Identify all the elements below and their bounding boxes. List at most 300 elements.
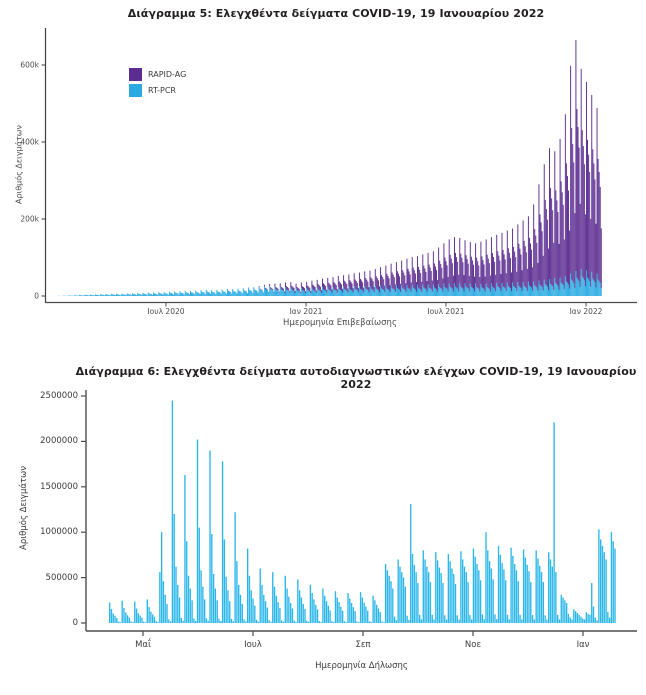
rt-pcr-bar xyxy=(130,294,131,296)
rapid-ag-bar xyxy=(466,255,467,286)
rapid-ag-bar xyxy=(514,252,515,288)
rt-pcr-bar xyxy=(515,288,516,296)
rapid-ag-bar xyxy=(592,149,593,278)
rt-pcr-bar xyxy=(538,281,539,296)
rt-pcr-bar xyxy=(261,290,262,296)
selftest-bar xyxy=(414,565,415,623)
rt-pcr-bar xyxy=(586,271,587,296)
rt-pcr-bar xyxy=(286,290,287,296)
rt-pcr-bar xyxy=(187,293,188,296)
selftest-bar xyxy=(595,618,596,623)
rt-pcr-bar xyxy=(553,290,554,296)
rt-pcr-bar xyxy=(514,287,515,296)
rapid-ag-bar xyxy=(484,265,485,290)
rt-pcr-bar xyxy=(323,290,324,296)
selftest-bar xyxy=(417,583,418,623)
rapid-ag-bar xyxy=(549,148,550,279)
rapid-ag-bar xyxy=(443,243,444,283)
rt-pcr-bar xyxy=(246,292,247,296)
rt-pcr-bar xyxy=(555,283,556,296)
selftest-bar xyxy=(165,595,166,623)
rapid-ag-bar xyxy=(427,281,428,292)
rt-pcr-bar xyxy=(249,290,250,296)
rt-pcr-bar xyxy=(289,293,290,296)
rapid-ag-bar xyxy=(356,281,357,290)
selftest-bar xyxy=(383,622,384,623)
selftest-bar xyxy=(285,576,286,623)
selftest-bar xyxy=(453,574,454,623)
rapid-ag-bar xyxy=(505,259,506,288)
rapid-ag-bar xyxy=(480,242,481,284)
selftest-bar xyxy=(521,619,522,623)
rt-pcr-bar xyxy=(401,285,402,296)
rt-pcr-bar xyxy=(258,293,259,296)
rt-pcr-bar xyxy=(273,293,274,296)
rapid-ag-bar xyxy=(425,272,426,289)
selftest-bar xyxy=(159,572,160,623)
selftest-bar xyxy=(174,514,175,623)
rapid-ag-bar xyxy=(579,148,580,282)
rt-pcr-bar xyxy=(352,291,353,296)
rapid-ag-bar xyxy=(286,286,287,289)
rt-pcr-bar xyxy=(436,289,437,296)
rt-pcr-bar xyxy=(170,293,171,296)
rt-pcr-bar xyxy=(134,294,135,296)
rt-pcr-bar xyxy=(165,293,166,296)
rt-pcr-bar xyxy=(478,289,479,296)
selftest-bar xyxy=(480,580,481,623)
rapid-ag-bar xyxy=(527,269,528,291)
selftest-bar xyxy=(134,602,135,623)
rt-pcr-bar xyxy=(152,295,153,296)
selftest-bar xyxy=(308,622,309,623)
selftest-bar xyxy=(136,608,137,623)
rt-pcr-bar xyxy=(194,294,195,296)
rt-pcr-bar xyxy=(422,284,423,296)
rt-pcr-bar xyxy=(540,285,541,296)
rapid-ag-bar xyxy=(590,219,591,287)
rapid-ag-bar xyxy=(323,283,324,289)
selftest-bar xyxy=(184,475,185,623)
rt-pcr-bar xyxy=(355,289,356,296)
rapid-ag-bar xyxy=(544,164,545,280)
rapid-ag-bar xyxy=(455,253,456,287)
selftest-bar xyxy=(186,541,187,623)
rapid-ag-bar xyxy=(417,256,418,284)
rapid-ag-bar xyxy=(270,287,271,289)
selftest-bar xyxy=(539,566,540,623)
rt-pcr-bar xyxy=(198,293,199,296)
chart6-plot-area xyxy=(0,345,646,695)
selftest-bar xyxy=(552,567,553,623)
chart5-y-tick-label: 0 xyxy=(34,291,39,301)
rapid-ag-bar xyxy=(430,268,431,289)
rapid-ag-bar xyxy=(260,289,261,290)
rt-pcr-bar xyxy=(167,294,168,296)
selftest-bar xyxy=(503,569,504,623)
selftest-bar xyxy=(346,622,347,623)
rapid-ag-bar xyxy=(524,241,525,286)
rapid-ag-bar xyxy=(584,164,585,280)
selftest-bar xyxy=(512,556,513,623)
selftest-bar xyxy=(274,587,275,623)
rt-pcr-bar xyxy=(84,295,85,296)
selftest-bar xyxy=(469,615,470,623)
rapid-ag-bar xyxy=(530,243,531,286)
rt-pcr-bar xyxy=(229,291,230,296)
rt-pcr-bar xyxy=(238,289,239,296)
selftest-bar xyxy=(138,613,139,623)
rapid-ag-bar xyxy=(570,66,571,274)
rt-pcr-bar xyxy=(197,292,198,296)
rt-pcr-bar xyxy=(90,294,91,296)
rt-pcr-bar xyxy=(76,295,77,296)
selftest-bar xyxy=(154,617,155,623)
rt-pcr-bar xyxy=(82,295,83,296)
selftest-bar xyxy=(593,607,594,623)
rt-pcr-bar xyxy=(560,278,561,296)
rapid-ag-bar xyxy=(479,277,480,292)
rapid-ag-bar xyxy=(561,181,562,282)
rt-pcr-bar xyxy=(112,294,113,296)
selftest-bar xyxy=(501,563,502,623)
rt-pcr-bar xyxy=(484,289,485,296)
rapid-ag-bar xyxy=(393,275,394,289)
selftest-bar xyxy=(505,580,506,623)
selftest-bar xyxy=(598,529,599,623)
rt-pcr-bar xyxy=(236,294,237,296)
rt-pcr-bar xyxy=(377,289,378,296)
rt-pcr-bar xyxy=(173,294,174,296)
rt-pcr-bar xyxy=(417,285,418,296)
rt-pcr-bar xyxy=(310,293,311,296)
selftest-bar xyxy=(131,621,132,623)
selftest-bar xyxy=(328,606,329,623)
rapid-ag-bar xyxy=(349,280,350,289)
selftest-bar xyxy=(446,620,447,623)
rt-pcr-bar xyxy=(333,287,334,296)
rapid-ag-bar xyxy=(391,264,392,286)
rapid-ag-bar xyxy=(414,270,415,288)
rt-pcr-bar xyxy=(380,286,381,296)
rt-pcr-bar xyxy=(414,289,415,296)
rapid-ag-bar xyxy=(566,163,567,281)
selftest-bar xyxy=(484,619,485,623)
rapid-ag-bar xyxy=(347,289,348,293)
chart5-plot-area xyxy=(0,0,646,345)
rapid-ag-bar xyxy=(495,275,496,292)
rapid-ag-bar xyxy=(471,257,472,287)
rapid-ag-bar xyxy=(447,265,448,288)
rt-pcr-bar xyxy=(336,291,337,296)
rapid-ag-bar xyxy=(321,290,322,293)
rapid-ag-bar xyxy=(477,261,478,288)
rapid-ag-bar xyxy=(382,277,383,289)
rt-pcr-bar xyxy=(427,292,428,296)
rt-pcr-bar xyxy=(319,290,320,296)
rt-pcr-bar xyxy=(487,287,488,296)
rt-pcr-bar xyxy=(227,289,228,296)
rt-pcr-bar xyxy=(435,288,436,296)
rt-pcr-bar xyxy=(375,286,376,296)
rt-pcr-bar xyxy=(309,291,310,296)
rt-pcr-bar xyxy=(504,287,505,296)
rapid-ag-bar xyxy=(507,231,508,283)
selftest-bar xyxy=(577,613,578,623)
rapid-ag-bar xyxy=(478,265,479,288)
rapid-ag-bar xyxy=(277,288,278,290)
rapid-ag-bar xyxy=(582,130,583,276)
rt-pcr-bar xyxy=(214,293,215,296)
selftest-bar xyxy=(607,612,608,623)
rt-pcr-bar xyxy=(291,290,292,296)
rapid-ag-bar xyxy=(498,256,499,288)
rt-pcr-bar xyxy=(456,288,457,296)
rapid-ag-bar xyxy=(513,247,514,286)
rt-pcr-bar xyxy=(416,292,417,296)
rt-pcr-bar xyxy=(210,294,211,296)
rapid-ag-bar xyxy=(335,284,336,291)
rt-pcr-bar xyxy=(473,289,474,296)
rt-pcr-bar xyxy=(412,285,413,296)
selftest-bar xyxy=(143,622,144,623)
selftest-bar xyxy=(204,599,205,623)
rt-pcr-bar xyxy=(271,290,272,296)
rapid-ag-bar xyxy=(601,228,602,288)
rt-pcr-bar xyxy=(158,292,159,296)
rt-pcr-bar xyxy=(251,291,252,296)
rt-pcr-bar xyxy=(442,292,443,296)
rt-pcr-bar xyxy=(589,281,590,296)
rt-pcr-bar xyxy=(148,293,149,296)
rapid-ag-bar xyxy=(489,263,490,289)
rapid-ag-bar xyxy=(460,254,461,287)
rt-pcr-bar xyxy=(481,287,482,296)
rt-pcr-bar xyxy=(462,289,463,296)
selftest-bar xyxy=(489,561,490,623)
selftest-bar xyxy=(306,621,307,623)
rapid-ag-bar xyxy=(446,261,447,288)
rapid-ag-bar xyxy=(440,264,441,288)
rt-pcr-bar xyxy=(93,295,94,296)
rt-pcr-bar xyxy=(548,290,549,296)
rt-pcr-bar xyxy=(282,290,283,296)
selftest-bar xyxy=(541,572,542,623)
rapid-ag-bar xyxy=(499,260,500,288)
rapid-ag-bar xyxy=(532,267,533,291)
rt-pcr-bar xyxy=(454,283,455,296)
rt-pcr-bar xyxy=(425,289,426,296)
rapid-ag-bar xyxy=(434,263,435,287)
rapid-ag-bar xyxy=(438,247,439,284)
chart6-title: Διάγραμμα 6: Ελεγχθέντα δείγματα αυτοδιαγνωστικών ελέγχων COVID-19, 19 Ιανουαρίου 2022 xyxy=(75,365,637,391)
rt-pcr-bar xyxy=(117,294,118,296)
rt-pcr-bar xyxy=(381,288,382,296)
rt-pcr-bar xyxy=(357,290,358,296)
rt-pcr-bar xyxy=(517,282,518,296)
rt-pcr-bar xyxy=(424,288,425,296)
selftest-bar xyxy=(566,603,567,623)
chart5-x-tick-label: Ιαν 2021 xyxy=(289,307,323,316)
rt-pcr-bar xyxy=(544,280,545,296)
selftest-bar xyxy=(573,609,574,623)
rt-pcr-bar xyxy=(356,290,357,296)
rt-pcr-bar xyxy=(546,285,547,296)
rapid-ag-bar xyxy=(565,114,566,276)
rt-pcr-bar xyxy=(121,294,122,296)
chart6-x-tick-label: Ιαν xyxy=(576,640,590,650)
rt-pcr-bar xyxy=(245,291,246,296)
selftest-bar xyxy=(218,619,219,623)
rt-pcr-bar xyxy=(100,294,101,296)
rapid-ag-bar xyxy=(585,214,586,286)
selftest-bar xyxy=(568,614,569,623)
rapid-ag-bar xyxy=(534,229,535,285)
rt-pcr-bar xyxy=(564,289,565,296)
selftest-bar xyxy=(236,561,237,623)
rapid-ag-bar xyxy=(340,283,341,290)
selftest-bar xyxy=(562,598,563,623)
rt-pcr-bar xyxy=(119,295,120,296)
selftest-bar xyxy=(376,605,377,623)
rt-pcr-bar xyxy=(443,284,444,296)
selftest-bar xyxy=(437,560,438,623)
rt-pcr-bar xyxy=(556,284,557,296)
rt-pcr-bar xyxy=(440,288,441,296)
rt-pcr-bar xyxy=(354,286,355,296)
rt-pcr-bar xyxy=(169,292,170,296)
rt-pcr-bar xyxy=(262,291,263,296)
rt-pcr-bar xyxy=(491,283,492,296)
rapid-ag-bar xyxy=(306,282,307,288)
rapid-ag-bar xyxy=(302,286,303,290)
selftest-bar xyxy=(344,621,345,623)
rt-pcr-bar xyxy=(341,291,342,296)
rt-pcr-bar xyxy=(107,295,108,296)
rapid-ag-bar xyxy=(322,279,323,287)
selftest-bar xyxy=(367,611,368,623)
rapid-ag-bar xyxy=(567,176,568,283)
selftest-bar xyxy=(202,587,203,623)
selftest-bar xyxy=(272,572,273,623)
selftest-bar xyxy=(518,581,519,623)
rapid-ag-bar xyxy=(315,287,316,291)
rt-pcr-bar xyxy=(281,290,282,296)
selftest-bar xyxy=(200,570,201,623)
selftest-bar xyxy=(362,598,363,623)
selftest-bar xyxy=(432,615,433,623)
rt-pcr-bar xyxy=(95,294,96,296)
rt-pcr-bar xyxy=(398,289,399,296)
rt-pcr-bar xyxy=(552,286,553,296)
selftest-bar xyxy=(208,621,209,623)
selftest-bar xyxy=(467,582,468,623)
rt-pcr-bar xyxy=(75,295,76,296)
rapid-ag-bar xyxy=(540,214,541,284)
rt-pcr-bar xyxy=(447,289,448,296)
rt-pcr-bar xyxy=(334,290,335,296)
selftest-bar xyxy=(412,554,413,623)
rt-pcr-bar xyxy=(439,287,440,296)
rapid-ag-bar xyxy=(416,282,417,292)
selftest-bar xyxy=(148,607,149,623)
rt-pcr-bar xyxy=(347,293,348,296)
rt-pcr-bar xyxy=(459,283,460,296)
rapid-ag-bar xyxy=(278,289,279,291)
rt-pcr-bar xyxy=(339,289,340,296)
rapid-ag-bar xyxy=(383,279,384,290)
rt-pcr-bar xyxy=(266,290,267,296)
selftest-bar xyxy=(310,585,311,623)
selftest-bar xyxy=(222,461,223,623)
rt-pcr-bar xyxy=(550,284,551,296)
rapid-ag-bar xyxy=(360,279,361,289)
rt-pcr-bar xyxy=(215,294,216,296)
selftest-bar xyxy=(127,615,128,623)
rt-pcr-bar xyxy=(115,295,116,296)
rapid-ag-bar xyxy=(547,220,548,287)
rt-pcr-bar xyxy=(208,292,209,296)
rapid-ag-bar xyxy=(458,275,459,292)
rt-pcr-bar xyxy=(175,293,176,296)
rapid-ag-bar xyxy=(346,284,347,291)
selftest-bar xyxy=(170,621,171,623)
selftest-bar xyxy=(243,619,244,623)
selftest-bar xyxy=(360,592,361,623)
rt-pcr-bar xyxy=(79,295,80,296)
rt-pcr-bar xyxy=(203,292,204,296)
selftest-bar xyxy=(614,549,615,623)
selftest-bar xyxy=(496,619,497,623)
chart6-x-axis-label: Ημερομηνία Δήλωσης xyxy=(315,661,408,671)
rapid-ag-bar xyxy=(488,259,489,288)
rapid-ag-bar xyxy=(284,291,285,292)
rapid-ag-bar xyxy=(436,270,437,289)
chart6-y-tick-label: 0 xyxy=(72,618,78,628)
selftest-bar xyxy=(385,564,386,623)
rt-pcr-bar xyxy=(188,293,189,296)
rapid-ag-bar xyxy=(548,249,549,291)
rt-pcr-bar xyxy=(195,291,196,296)
rapid-ag-bar xyxy=(492,253,493,287)
rt-pcr-bar xyxy=(267,290,268,296)
rt-pcr-bar xyxy=(242,293,243,296)
selftest-bar xyxy=(111,609,112,623)
rt-pcr-bar xyxy=(250,290,251,296)
selftest-bar xyxy=(251,590,252,623)
rt-pcr-bar xyxy=(91,295,92,296)
rt-pcr-bar xyxy=(233,291,234,296)
rt-pcr-bar xyxy=(344,289,345,296)
selftest-bar xyxy=(161,532,162,623)
selftest-bar xyxy=(329,610,330,623)
rapid-ag-bar xyxy=(487,255,488,287)
rapid-ag-bar xyxy=(410,274,411,289)
rt-pcr-bar xyxy=(441,289,442,296)
rt-pcr-bar xyxy=(157,295,158,296)
chart5-y-tick-label: 200k xyxy=(20,214,39,224)
selftest-bar xyxy=(555,572,556,623)
rt-pcr-bar xyxy=(317,288,318,296)
rt-pcr-bar xyxy=(298,291,299,296)
rt-pcr-bar xyxy=(74,295,75,296)
rt-pcr-bar xyxy=(528,282,529,296)
rt-pcr-bar xyxy=(87,295,88,296)
rt-pcr-bar xyxy=(496,283,497,296)
rt-pcr-bar xyxy=(235,292,236,296)
rt-pcr-bar xyxy=(379,292,380,296)
selftest-bar xyxy=(252,598,253,623)
